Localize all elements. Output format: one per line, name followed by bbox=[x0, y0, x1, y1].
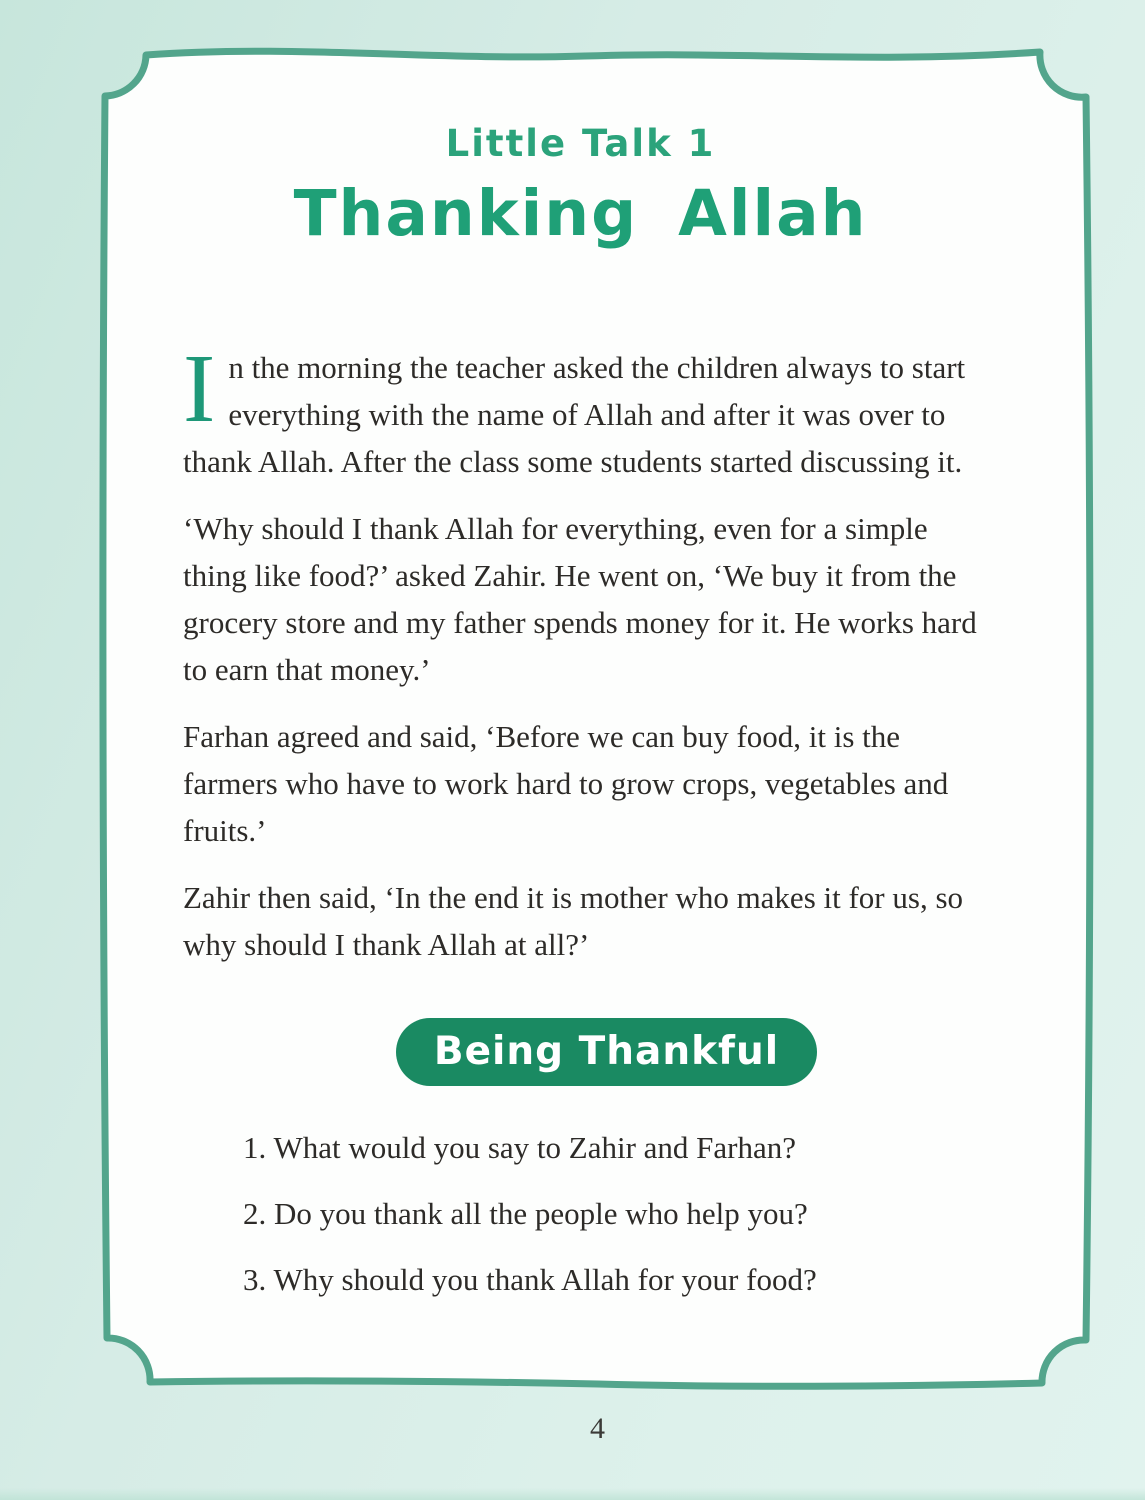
activity-badge-row bbox=[209, 1018, 1004, 1086]
question-list bbox=[183, 1124, 978, 1303]
question-item: 2. Do you thank all the people who help you? bbox=[243, 1196, 808, 1231]
drop-cap: I bbox=[183, 335, 216, 442]
paragraph: Zahir then said, ‘In the end it is mother who makes it for us, so why should I thank Allah at all?’ bbox=[183, 880, 964, 962]
question-item: 3. Why should you thank Allah for your food? bbox=[243, 1262, 817, 1297]
chapter-title: Thanking Allah bbox=[293, 177, 868, 250]
paragraph-text: n the morning the teacher asked the children always to start everything with the name of Allah and after it was over to thank Allah. After the class some students started discussing it. bbox=[183, 350, 966, 479]
story-text bbox=[183, 335, 978, 968]
page-number: 4 bbox=[590, 1412, 605, 1445]
paragraph: Farhan agreed and said, ‘Before we can buy food, it is the farmers who have to work hard to grow crops, vegetables and fruits.’ bbox=[183, 719, 949, 848]
chapter-kicker: Little Talk 1 bbox=[445, 122, 716, 165]
page-content bbox=[183, 120, 978, 1322]
activity-badge: Being Thankful bbox=[396, 1018, 817, 1086]
question-item: 1. What would you say to Zahir and Farhan? bbox=[243, 1130, 796, 1165]
paragraph bbox=[183, 335, 978, 485]
scan-edge-shadow bbox=[0, 1488, 1145, 1500]
paragraph: ‘Why should I thank Allah for everything, even for a simple thing like food?’ asked Zahir. He went on, ‘We buy it from the grocery store and my father spends money for it. He works hard to earn that money.’ bbox=[183, 511, 977, 687]
